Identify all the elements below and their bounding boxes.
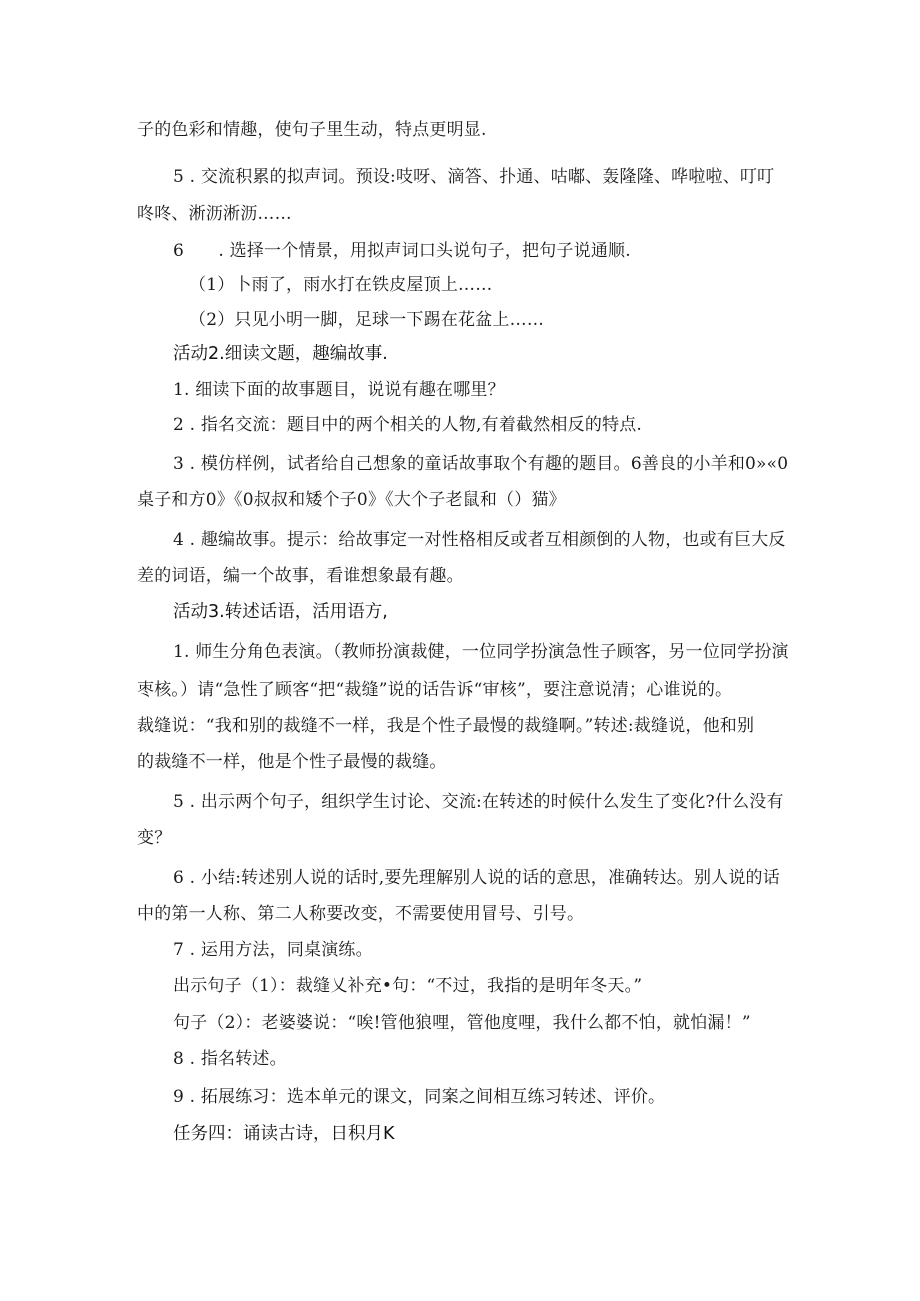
text-line: 枣核。）请“急性了顾客“把“裁缝”说的话告诉“审核”，要注意说清；心谁说的。: [137, 680, 733, 700]
text-line: 6 . 小结:转述别人说的话时,要先理解别人说的话的意思，准确转达。别人说的话: [173, 868, 780, 888]
text-line: 咚咚、淅沥淅沥……: [137, 204, 292, 224]
text-line: （1）卜雨了，雨水打在铁皮屋顶上……: [189, 275, 493, 295]
text-line: 子的色彩和情趣，使句子里生动，特点更明显.: [137, 120, 487, 140]
text-line: 7 . 运用方法，同桌演练。: [173, 940, 373, 960]
text-line: 4 . 趣编故事。提示：给故事定一对性格相反或者互相颜倒的人物，也或有巨大反: [173, 530, 786, 550]
text-line: 5 . 交流积累的拟声词。预设:吱呀、滴答、扑通、咕嘟、轰隆隆、哗啦啦、叮叮: [173, 167, 775, 187]
text-line: 的裁缝不一样，他是个性子最慢的裁缝。: [137, 752, 447, 772]
text-line: 桌子和方0》《0叔叔和矮个子0》《大个子老鼠和（）猫》: [137, 490, 566, 510]
task-heading: 任务四：诵读古诗，日积月K: [173, 1124, 395, 1144]
text-line: 1. 细读下面的故事题目，说说有趣在哪里？: [173, 380, 505, 400]
text-line: 2 . 指名交流：题目中的两个相关的人物,有着截然相反的特点.: [173, 415, 643, 435]
text-line: 变？: [137, 828, 172, 848]
text-line: 5 . 出示两个句子，组织学生讨论、交流:在转述的时候什么发生了变化?什么没有: [173, 792, 784, 812]
text-line: 1. 师生分角色表演。（教师扮演裁健，一位同学扮演急性子顾客，另一位同学扮演: [173, 642, 789, 662]
text-line: 3 . 模仿样例，试者给自己想象的童话故事取个有趣的题目。6善良的小羊和0»«0: [173, 454, 789, 474]
text-line: 中的第一人称、第二人称要改变，不需要使用冒号、引号。: [137, 904, 585, 924]
text-line: （2）只见小明一脚，足球一下踢在花盆上……: [189, 310, 545, 330]
text-line: 差的词语，编一个故事，看谁想象最有趣。: [137, 566, 464, 586]
text-line: 出示句子（1）：裁缝乂补充•句：“不过，我指的是明年冬天。”: [173, 976, 643, 996]
activity-heading: 活动2.细读文题，趣编故事.: [173, 344, 388, 364]
text-line: 6 . 选择一个情景，用拟声词口头说句子，把句子说通顺.: [173, 241, 631, 261]
text-line: 句子（2）：老婆婆说：“唉!管他狼哩，管他度哩，我什么都不怕，就怕漏！”: [173, 1013, 751, 1033]
text-line: 9 . 拓展练习：选本单元的课文，同案之间相互练习转述、评价。: [173, 1087, 666, 1107]
text-line: 裁缝说：“我和别的裁缝不一样，我是个性子最慢的裁缝啊。”转述:裁缝说，他和别: [137, 716, 755, 736]
text-line: 8 . 指名转述。: [173, 1049, 287, 1069]
activity-heading: 活动3.转述话语，活用语方,: [173, 602, 388, 622]
